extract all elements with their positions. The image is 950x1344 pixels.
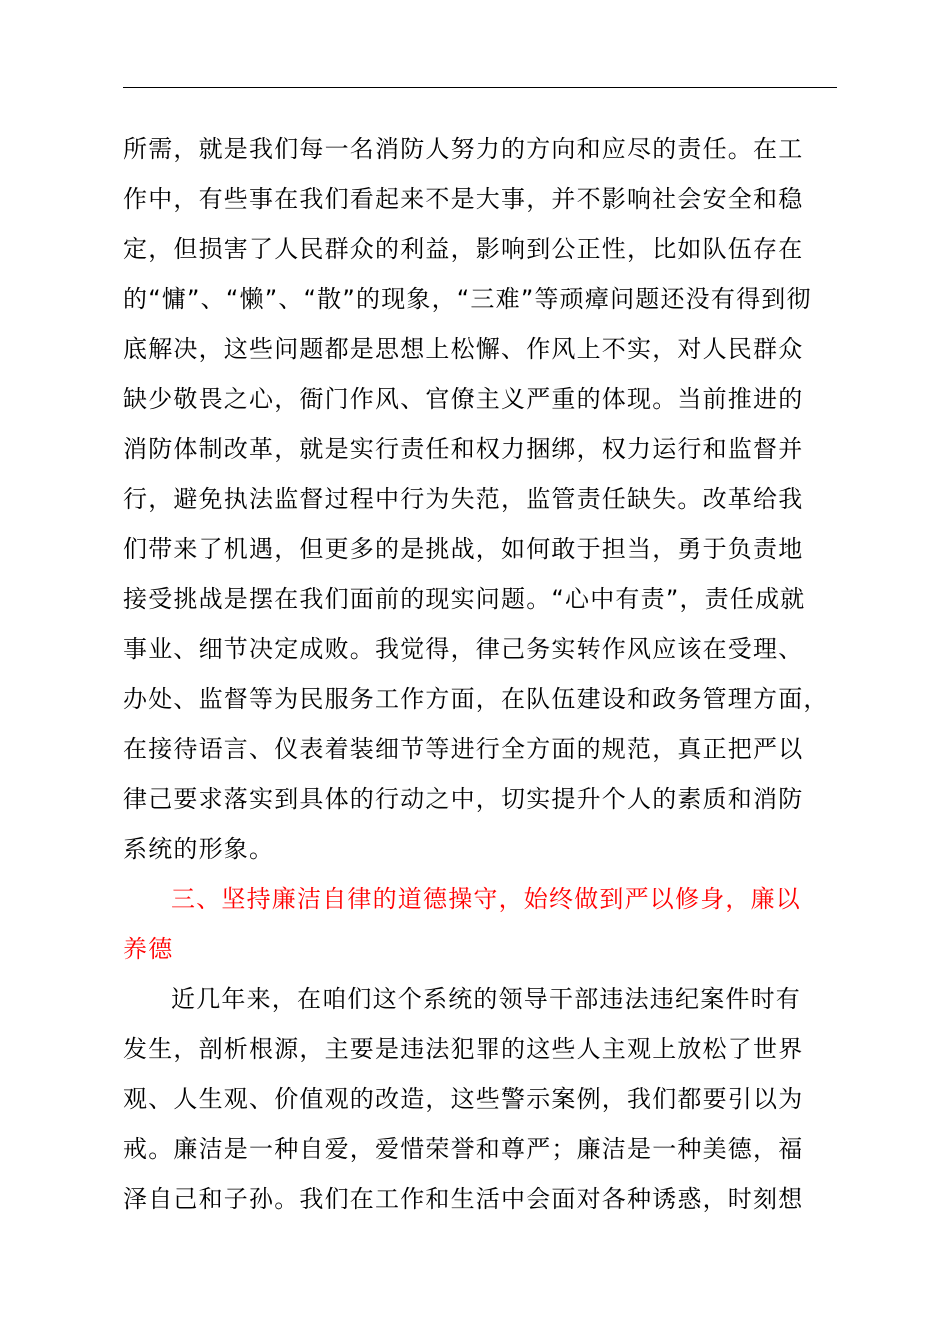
text-line: 泽自己和子孙。我们在工作和生活中会面对各种诱惑，时刻想	[123, 1185, 804, 1213]
section-heading	[123, 874, 843, 974]
text-line: 戒。廉洁是一种自爱，爱惜荣誉和尊严；廉洁是一种美德，福	[123, 1135, 804, 1163]
text-line: 在接待语言、仪表着装细节等进行全方面的规范，真正把严以	[123, 735, 804, 763]
text-line: 律己要求落实到具体的行动之中，切实提升个人的素质和消防	[123, 785, 804, 813]
text-line: 们带来了机遇，但更多的是挑战，如何敢于担当，勇于负责地	[123, 535, 804, 563]
text-line: 事业、细节决定成败。我觉得，律己务实转作风应该在受理、	[123, 635, 804, 663]
text-line: 所需，就是我们每一名消防人努力的方向和应尽的责任。在工	[123, 135, 804, 163]
text-line: 消防体制改革，就是实行责任和权力捆绑，权力运行和监督并	[123, 435, 804, 463]
text-line: 近几年来，在咱们这个系统的领导干部违法违纪案件时有	[171, 985, 801, 1013]
paragraph-body	[123, 974, 843, 1224]
text-line: 底解决，这些问题都是思想上松懈、作风上不实，对人民群众	[123, 335, 804, 363]
paragraph-continuation	[123, 124, 843, 874]
text-line: 的“慵”、“懒”、“散”的现象，“三难”等顽瘴问题还没有得到彻	[123, 285, 812, 313]
text-line: 定，但损害了人民群众的利益，影响到公正性，比如队伍存在	[123, 235, 804, 263]
text-line: 行，避免执法监督过程中行为失范，监管责任缺失。改革给我	[123, 485, 804, 513]
header-rule	[123, 87, 837, 88]
text-line: 办处、监督等为民服务工作方面，在队伍建设和政务管理方面，	[123, 685, 829, 713]
text-line: 系统的形象。	[123, 835, 275, 863]
text-line: 作中，有些事在我们看起来不是大事，并不影响社会安全和稳	[123, 185, 804, 213]
text-line: 接受挑战是摆在我们面前的现实问题。“心中有责”，责任成就	[123, 585, 806, 613]
heading-line: 养德	[123, 935, 174, 963]
text-line: 缺少敬畏之心，衙门作风、官僚主义严重的体现。当前推进的	[123, 385, 804, 413]
heading-line: 三、坚持廉洁自律的道德操守，始终做到严以修身，廉以	[171, 885, 801, 913]
text-line: 发生，剖析根源，主要是违法犯罪的这些人主观上放松了世界	[123, 1035, 804, 1063]
text-line: 观、人生观、价值观的改造，这些警示案例，我们都要引以为	[123, 1085, 804, 1113]
page-body	[123, 124, 843, 1224]
